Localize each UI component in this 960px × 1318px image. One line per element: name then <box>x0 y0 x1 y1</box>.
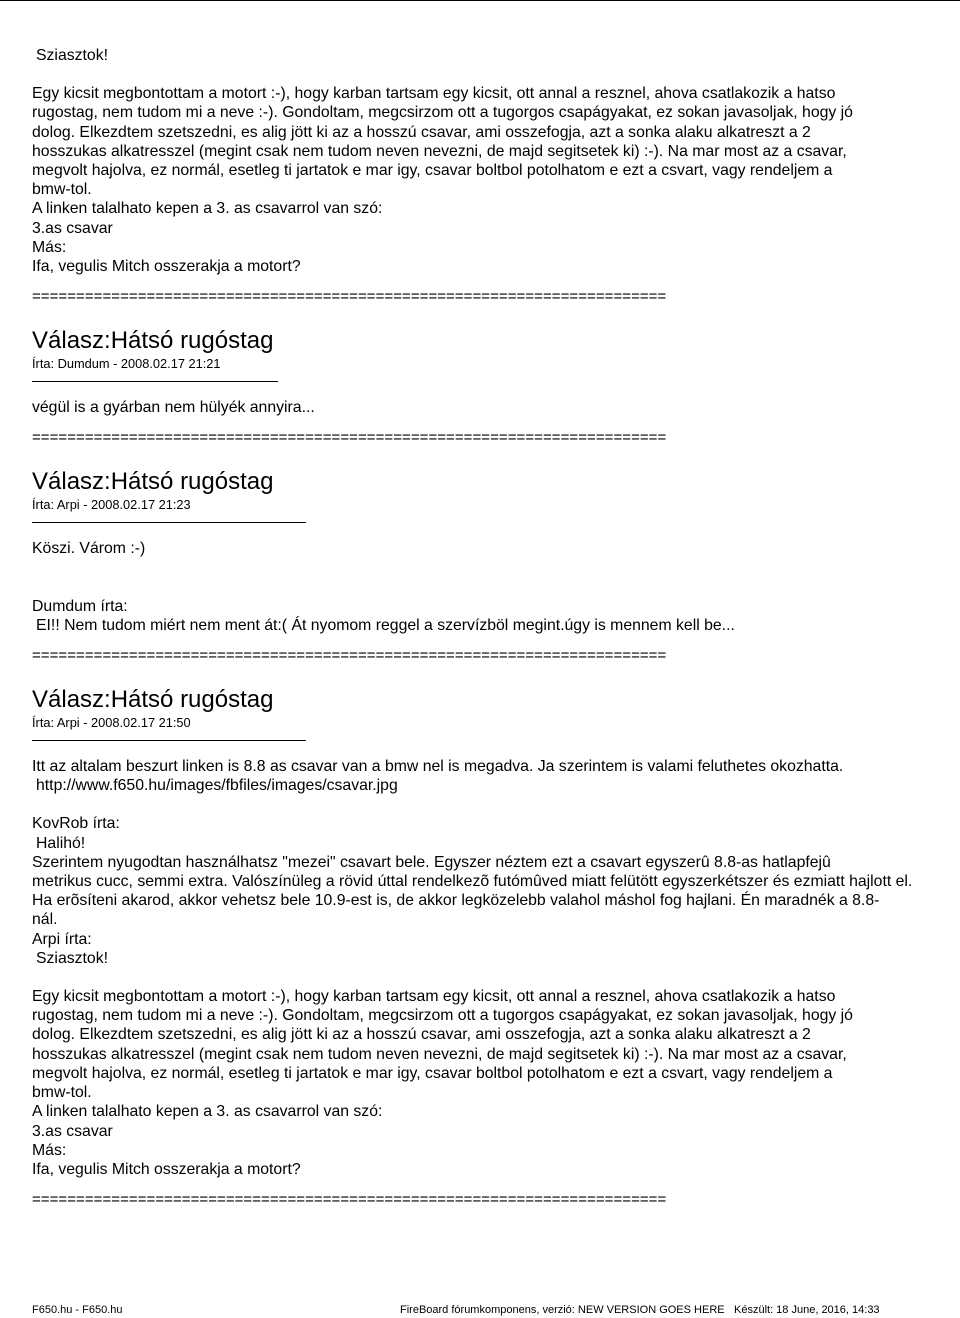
original-post <box>32 46 952 276</box>
footer-created: Készült: 18 June, 2016, 14:33 <box>734 1304 880 1316</box>
blank-line <box>32 795 952 814</box>
quote-line: rugostag, nem tudom mi a neve :-). Gondoltam, megcsirzom ott a tugorgos csapágyakat, ez sokan javasoljak, hogy jó <box>32 1007 853 1025</box>
image-link[interactable]: http://www.f650.hu/images/fbfiles/images/csavar.jpg <box>36 777 398 795</box>
quote-line: Ha erõsíteni akarod, akkor vehetsz bele 10.9-est is, de akkor legközelebb valahol máshol fog hajlani. Én maradnék a 8.8- <box>32 892 880 910</box>
footer-site: F650.hu - F650.hu <box>32 1304 123 1316</box>
separator: ======================================================================== <box>32 288 667 306</box>
quote-author: Dumdum írta: <box>32 597 128 615</box>
quote-line: Ifa, vegulis Mitch osszerakja a motort? <box>32 1160 301 1178</box>
quote-line: dolog. Elkezdtem szetszedni, es alig jött ki az a hosszú csavar, ami osszefogja, azt a sonka alaku alkatreszt a 2 <box>32 1026 811 1044</box>
quote-line: Más: <box>32 1141 67 1159</box>
reply-meta: Írta: Arpi - 2008.02.17 21:23 <box>32 497 191 513</box>
blank-line <box>32 968 952 987</box>
header-rule <box>32 740 306 741</box>
blank-line <box>32 578 952 597</box>
reply-meta: Írta: Arpi - 2008.02.17 21:50 <box>32 715 191 731</box>
top-border-line <box>0 0 960 1</box>
header-rule <box>32 381 278 382</box>
separator: ======================================================================== <box>32 1191 667 1209</box>
quote-author: Arpi írta: <box>32 930 92 948</box>
post-line: 3.as csavar <box>32 219 113 237</box>
quote-line: Szerintem nyugodtan használhatsz "mezei" csavart bele. Egyszer néztem ezt a csavart egyszerû 8.8-as hatlapfejû <box>32 853 831 871</box>
reply-title: Válasz:Hátsó rugóstag <box>32 686 274 714</box>
quote-text: EI!! Nem tudom miért nem ment át:( Át nyomom reggel a szervízböl megint.úgy is mennem kell be... <box>36 616 735 634</box>
reply-body: Köszi. Várom :-) <box>32 540 146 558</box>
post-line: A linken talalhato kepen a 3. as csavarrol van szó: <box>32 200 383 218</box>
reply-body: végül is a gyárban nem hülyék annyira... <box>32 399 315 417</box>
post-line: rugostag, nem tudom mi a neve :-). Gondoltam, megcsirzom ott a tugorgos csapágyakat, ez sokan javasoljak, hogy jó <box>32 104 853 122</box>
reply-meta: Írta: Dumdum - 2008.02.17 21:21 <box>32 356 221 372</box>
quote-line: bmw-tol. <box>32 1084 92 1102</box>
quote-line: Sziasztok! <box>36 949 108 967</box>
post-line: Sziasztok! <box>36 47 108 64</box>
post-line: megvolt hajolva, ez normál, esetleg ti jartatok e mar igy, csavar boltbol potolhatom e ezt a csvart, vagy rendeljem a <box>32 162 833 180</box>
reply-title: Válasz:Hátsó rugóstag <box>32 327 274 355</box>
blank-line <box>32 65 952 84</box>
quote-line: megvolt hajolva, ez normál, esetleg ti jartatok e mar igy, csavar boltbol potolhatom e ezt a csvart, vagy rendeljem a <box>32 1064 833 1082</box>
separator: ======================================================================== <box>32 647 667 665</box>
post-line: bmw-tol. <box>32 181 92 199</box>
quote-line: Egy kicsit megbontottam a motort :-), hogy karban tartsam egy kicsit, ott annal a resznel, ahova csatlakozik a hatso <box>32 988 836 1006</box>
blank-line <box>32 559 952 578</box>
post-line: Egy kicsit megbontottam a motort :-), hogy karban tartsam egy kicsit, ott annal a resznel, ahova csatlakozik a hatso <box>32 85 836 103</box>
reply-post <box>32 328 952 417</box>
quote-line: metrikus cucc, semmi extra. Valószínüleg a rövid úttal rendelkezõ futómûved miatt felütött egyszerkétszer és ezmiatt hajlott el. <box>32 873 913 891</box>
header-rule <box>32 522 306 523</box>
quote-line: Halihó! <box>36 834 86 852</box>
reply-title: Válasz:Hátsó rugóstag <box>32 468 274 496</box>
forum-thread <box>32 46 952 1209</box>
footer-generator: FireBoard fórumkomponens, verzió: NEW VERSION GOES HERE <box>400 1304 725 1316</box>
quote-line: nál. <box>32 911 58 929</box>
quote-line: hosszukas alkatresszel (megint csak nem tudom neven nevezni, de majd segitsetek ki) :-). Na mar most az a csavar, <box>32 1045 847 1063</box>
post-line: Ifa, vegulis Mitch osszerakja a motort? <box>32 258 301 276</box>
post-line: hosszukas alkatresszel (megint csak nem tudom neven nevezni, de majd segitsetek ki) :-). Na mar most az a csavar, <box>32 142 847 160</box>
post-line: dolog. Elkezdtem szetszedni, es alig jött ki az a hosszú csavar, ami osszefogja, azt a sonka alaku alkatreszt a 2 <box>32 123 811 141</box>
quote-author: KovRob írta: <box>32 815 120 833</box>
separator: ======================================================================== <box>32 429 667 447</box>
quote-line: A linken talalhato kepen a 3. as csavarrol van szó: <box>32 1103 383 1121</box>
reply-post <box>32 469 952 635</box>
quote-line: 3.as csavar <box>32 1122 113 1140</box>
post-line: Más: <box>32 238 67 256</box>
reply-post <box>32 687 952 1179</box>
reply-body: Itt az altalam beszurt linken is 8.8 as csavar van a bmw nel is megadva. Ja szerintem is valami feluthetes okozhatta. <box>32 758 844 776</box>
